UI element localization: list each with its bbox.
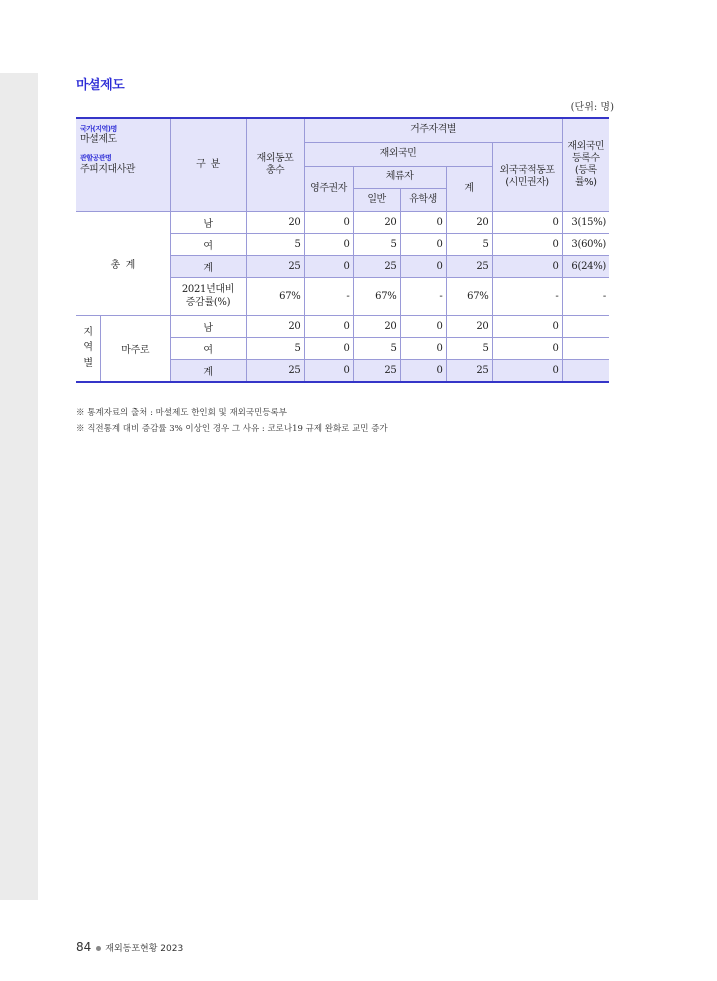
cell-value: 5 [353,337,400,359]
bullet-dot-icon [96,946,101,951]
page-number: 84 [76,940,92,954]
cell-value: 0 [400,337,446,359]
header-subtotal: 계 [446,166,492,211]
cell-value: 20 [353,211,400,233]
cell-value: 25 [246,255,304,277]
note-source: ※ 통계자료의 출처 : 마셜제도 한인회 및 재외국민등록부 [76,408,287,418]
cell-value: 25 [353,359,400,382]
mission-value: 주피지대사관 [80,163,135,175]
cell-value: 0 [400,315,446,337]
cell-value: 20 [446,315,492,337]
region-name: 마주로 [121,344,150,356]
header-foreign-nationals: 외국국적동포 (시민권자) [492,142,562,211]
cell-value [562,315,609,337]
row-label: 계 [170,359,246,382]
cell-value: 67% [246,277,304,315]
cell-value: 5 [246,233,304,255]
cell-value: 5 [246,337,304,359]
header-total-overseas: 재외동포 총수 [246,118,304,211]
cell-value: - [492,277,562,315]
cell-value: 20 [246,315,304,337]
cell-value: 67% [353,277,400,315]
region-group-label: 지 역 별 [76,316,101,381]
population-table [76,117,609,383]
cell-value [562,337,609,359]
table-corner-cell [76,118,170,211]
row-label: 남 [170,315,246,337]
header-sojourner: 체류자 [353,166,446,188]
header-category: 구 분 [170,118,246,211]
header-permanent: 영주권자 [304,166,353,211]
cell-value: 0 [304,233,353,255]
cell-value: 0 [492,211,562,233]
cell-value: 25 [446,255,492,277]
cell-value: 0 [400,255,446,277]
publication-title: 재외동포현황 2023 [105,944,184,954]
cell-value: 0 [304,211,353,233]
cell-value [562,359,609,382]
header-student: 유학생 [400,188,446,211]
cell-value: 0 [400,359,446,382]
cell-value: 5 [446,233,492,255]
side-margin-band [0,73,38,900]
row-label: 여 [170,337,246,359]
header-general: 일반 [353,188,400,211]
cell-value: 0 [492,233,562,255]
cell-value: 3(15%) [562,211,609,233]
cell-value: - [562,277,609,315]
cell-value: 6(24%) [562,255,609,277]
mission-label: 관할공관명 [80,154,112,163]
cell-value: 5 [353,233,400,255]
cell-value: 3(60%) [562,233,609,255]
cell-value: 0 [304,255,353,277]
country-value: 마셜제도 [80,134,117,146]
cell-value: 0 [304,337,353,359]
cell-value: 5 [446,337,492,359]
row-label: 여 [170,233,246,255]
cell-value: 20 [353,315,400,337]
cell-value: - [304,277,353,315]
cell-value: 0 [304,315,353,337]
cell-value: 0 [492,315,562,337]
row-label: 남 [170,211,246,233]
cell-value: 25 [353,255,400,277]
unit-label: (단위: 명) [570,102,614,113]
total-group-label: 총 계 [76,211,170,315]
cell-value: 67% [446,277,492,315]
header-registered: 재외국민 등록수 (등록률%) [562,118,609,211]
page-footer [76,940,183,954]
cell-value: 25 [446,359,492,382]
header-residence-status: 거주자격별 [304,118,562,142]
row-label: 계 [170,255,246,277]
country-label: 국가(지역)명 [80,125,117,133]
cell-value: 0 [304,359,353,382]
row-label: 2021년대비 증감률(%) [170,277,246,315]
cell-value: 20 [446,211,492,233]
cell-value: 0 [492,337,562,359]
header-overseas-nationals: 재외국민 [304,142,492,166]
note-change-reason: ※ 직전통계 대비 증감률 3% 이상인 경우 그 사유 : 코로나19 규제 완화로 교민 증가 [76,423,388,434]
page-title: 마셜제도 [76,78,125,93]
table-row [76,315,609,337]
cell-value: 20 [246,211,304,233]
cell-value: 0 [400,233,446,255]
cell-value: 0 [492,255,562,277]
cell-value: 25 [246,359,304,382]
table-row [76,211,609,233]
cell-value: 0 [400,211,446,233]
cell-value: - [400,277,446,315]
cell-value: 0 [492,359,562,382]
table-notes [76,406,388,437]
